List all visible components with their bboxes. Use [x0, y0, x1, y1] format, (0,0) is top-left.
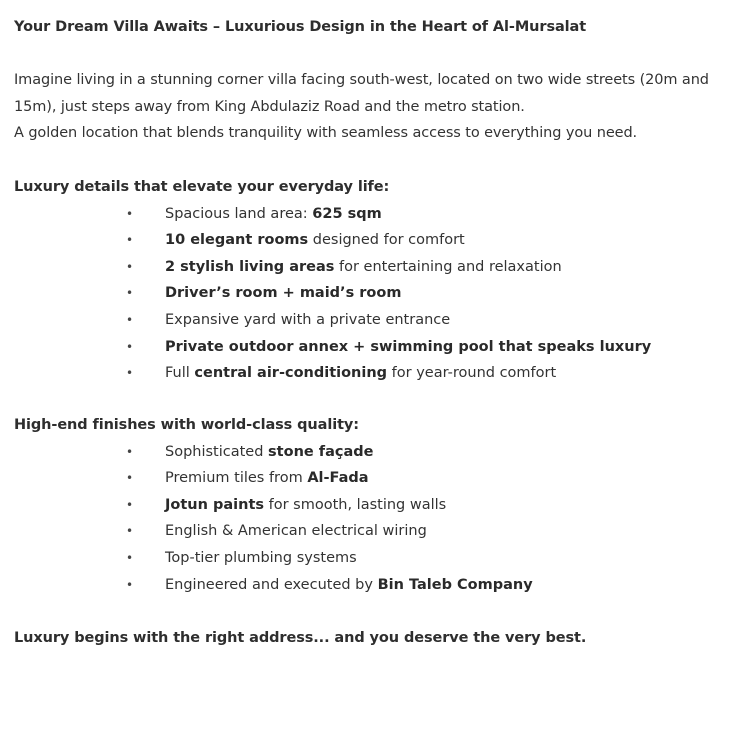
- bullet-icon: •: [126, 366, 134, 381]
- list-item-bold-text: Al-Fada: [307, 470, 369, 487]
- bullet-icon: •: [126, 577, 134, 592]
- bullet-icon: •: [126, 497, 134, 512]
- list-item: [14, 360, 651, 387]
- list-item-post-text: for entertaining and relaxation: [334, 258, 562, 275]
- list-item-bold-text: stone façade: [268, 443, 374, 460]
- list-item: [14, 307, 651, 334]
- luxury-details-section: [14, 174, 651, 387]
- intro-line-2: 15m), just steps away from King Abdulaziz Road and the metro station.: [14, 98, 525, 115]
- bullet-icon: •: [126, 524, 134, 539]
- list-item-bold-text: 2 stylish living areas: [165, 258, 335, 275]
- list-item-post-text: designed for comfort: [308, 232, 465, 249]
- bullet-icon: •: [126, 206, 134, 221]
- list-item: [14, 492, 533, 519]
- list-item-bold-text: 625 sqm: [312, 205, 382, 222]
- section-heading-finishes: High-end finishes with world-class quality:: [14, 417, 359, 433]
- list-item-post-text: for smooth, lasting walls: [264, 496, 447, 513]
- closing-line: Luxury begins with the right address... and you deserve the very best.: [14, 630, 587, 646]
- luxury-details-list: [14, 201, 651, 387]
- list-item: [14, 439, 533, 466]
- list-item-post-text: for year-round comfort: [387, 365, 557, 382]
- list-item-pre-text: Expansive yard with a private entrance: [165, 312, 451, 329]
- bullet-icon: •: [126, 444, 134, 459]
- finishes-list: [14, 439, 533, 599]
- bullet-icon: •: [126, 313, 134, 328]
- list-item-bold-text: Driver’s room + maid’s room: [165, 285, 402, 302]
- list-item-bold-text: Bin Taleb Company: [377, 576, 533, 593]
- bullet-icon: •: [126, 551, 134, 566]
- bullet-icon: •: [126, 471, 134, 486]
- list-item-pre-text: English & American electrical wiring: [165, 523, 427, 540]
- list-item: [14, 334, 651, 361]
- list-item: [14, 227, 651, 254]
- intro-line-3: A golden location that blends tranquility with seamless access to everything you need.: [14, 125, 638, 142]
- list-item: [14, 254, 651, 281]
- list-item: [14, 201, 651, 228]
- list-item-pre-text: Engineered and executed by: [165, 576, 378, 593]
- bullet-icon: •: [126, 259, 134, 274]
- list-item-bold-text: Private outdoor annex + swimming pool that speaks luxury: [165, 338, 652, 355]
- bullet-icon: •: [126, 339, 134, 354]
- list-item: [14, 280, 651, 307]
- bullet-icon: •: [126, 233, 134, 248]
- list-item-bold-text: 10 elegant rooms: [165, 232, 309, 249]
- finishes-section: [14, 412, 533, 598]
- list-item: [14, 465, 533, 492]
- list-item: [14, 545, 533, 572]
- list-item-bold-text: Jotun paints: [165, 496, 265, 513]
- list-item: [14, 572, 533, 599]
- list-item-pre-text: Premium tiles from: [165, 470, 308, 487]
- intro-paragraph: [14, 67, 750, 147]
- section-heading-luxury-details: Luxury details that elevate your everyday life:: [14, 179, 390, 195]
- list-item-pre-text: Spacious land area:: [165, 205, 313, 222]
- intro-line-1: Imagine living in a stunning corner villa facing south-west, located on two wide streets (20m and: [14, 72, 709, 88]
- list-item-pre-text: Full: [165, 365, 195, 382]
- list-item-pre-text: Top-tier plumbing systems: [165, 550, 357, 567]
- bullet-icon: •: [126, 286, 134, 301]
- page-title: Your Dream Villa Awaits – Luxurious Design in the Heart of Al-Mursalat: [14, 19, 587, 35]
- list-item-bold-text: central air-conditioning: [194, 365, 388, 382]
- list-item-pre-text: Sophisticated: [165, 443, 269, 460]
- list-item: [14, 518, 533, 545]
